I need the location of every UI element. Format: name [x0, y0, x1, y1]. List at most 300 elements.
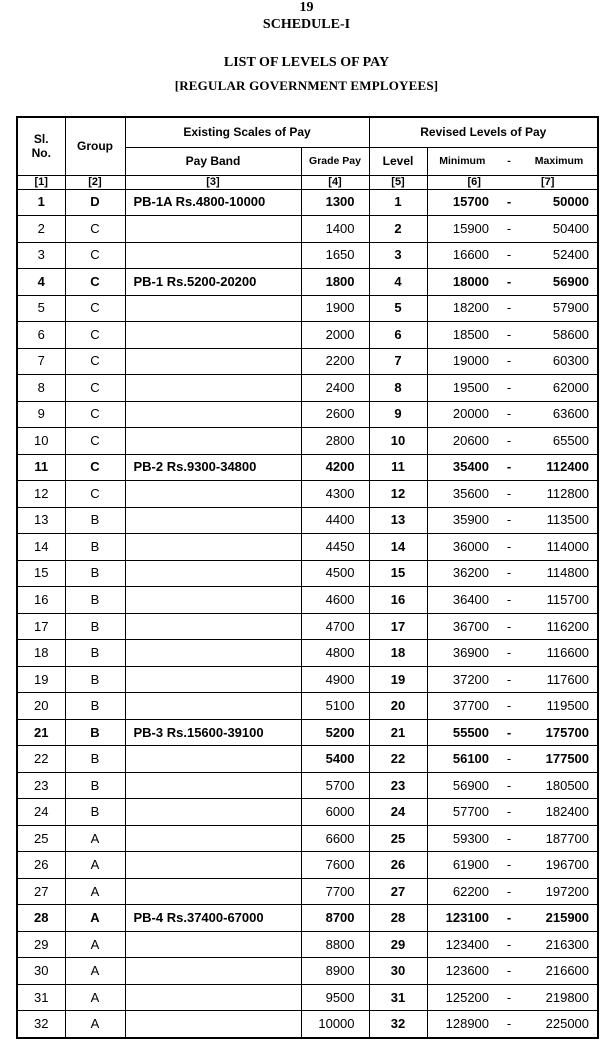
cell-dash: -	[497, 878, 521, 905]
cell-maximum: 58600	[521, 322, 598, 349]
cell-pay-band	[125, 216, 301, 243]
cell-sl-no: 11	[17, 454, 65, 481]
cell-pay-band	[125, 746, 301, 773]
cell-group: B	[65, 719, 125, 746]
cell-grade-pay: 7700	[301, 878, 369, 905]
cell-grade-pay: 4900	[301, 666, 369, 693]
cell-minimum: 59300	[427, 825, 497, 852]
cell-pay-band	[125, 931, 301, 958]
table-row	[17, 719, 598, 746]
cell-grade-pay: 4700	[301, 613, 369, 640]
schedule-title: SCHEDULE-I	[262, 17, 351, 32]
cell-sl-no: 13	[17, 507, 65, 534]
cell-grade-pay: 1800	[301, 269, 369, 296]
header-minimum: Minimum	[427, 147, 497, 175]
cell-group: C	[65, 375, 125, 402]
cell-grade-pay: 5400	[301, 746, 369, 773]
table-row	[17, 216, 598, 243]
cell-maximum: 196700	[521, 852, 598, 879]
cell-maximum: 219800	[521, 984, 598, 1011]
cell-dash: -	[497, 401, 521, 428]
table-row	[17, 931, 598, 958]
cell-minimum: 123400	[427, 931, 497, 958]
cell-dash: -	[497, 534, 521, 561]
cell-minimum: 19500	[427, 375, 497, 402]
cell-dash: -	[497, 587, 521, 614]
cell-minimum: 56100	[427, 746, 497, 773]
cell-grade-pay: 4200	[301, 454, 369, 481]
cell-pay-band	[125, 481, 301, 508]
cell-maximum: 177500	[521, 746, 598, 773]
header-maximum: Maximum	[521, 147, 598, 175]
cell-dash: -	[497, 719, 521, 746]
cell-dash: -	[497, 958, 521, 985]
cell-level: 28	[369, 905, 427, 932]
cell-pay-band: PB-1A Rs.4800-10000	[125, 189, 301, 216]
cell-grade-pay: 2800	[301, 428, 369, 455]
cell-pay-band	[125, 825, 301, 852]
cell-dash: -	[497, 1011, 521, 1038]
cell-maximum: 182400	[521, 799, 598, 826]
cell-dash: -	[497, 481, 521, 508]
cell-sl-no: 27	[17, 878, 65, 905]
table-row	[17, 269, 598, 296]
cell-minimum: 62200	[427, 878, 497, 905]
cell-dash: -	[497, 613, 521, 640]
cell-pay-band	[125, 295, 301, 322]
cell-sl-no: 2	[17, 216, 65, 243]
cell-group: D	[65, 189, 125, 216]
page-number: 19	[299, 0, 314, 15]
cell-minimum: 36400	[427, 587, 497, 614]
cell-group: B	[65, 587, 125, 614]
cell-sl-no: 24	[17, 799, 65, 826]
cell-maximum: 65500	[521, 428, 598, 455]
cell-maximum: 215900	[521, 905, 598, 932]
cell-dash: -	[497, 693, 521, 720]
cell-grade-pay: 4500	[301, 560, 369, 587]
cell-sl-no: 4	[17, 269, 65, 296]
cell-sl-no: 7	[17, 348, 65, 375]
cell-grade-pay: 1300	[301, 189, 369, 216]
table-row	[17, 905, 598, 932]
cell-sl-no: 17	[17, 613, 65, 640]
cell-group: C	[65, 454, 125, 481]
cell-dash: -	[497, 454, 521, 481]
cell-grade-pay: 8700	[301, 905, 369, 932]
cell-grade-pay: 5700	[301, 772, 369, 799]
table-row	[17, 534, 598, 561]
cell-minimum: 35400	[427, 454, 497, 481]
cell-group: B	[65, 693, 125, 720]
cell-pay-band	[125, 348, 301, 375]
table-row	[17, 640, 598, 667]
cell-dash: -	[497, 507, 521, 534]
cell-minimum: 35600	[427, 481, 497, 508]
cell-maximum: 116200	[521, 613, 598, 640]
cell-minimum: 36900	[427, 640, 497, 667]
cell-group: A	[65, 931, 125, 958]
cell-sl-no: 32	[17, 1011, 65, 1038]
cell-maximum: 112400	[521, 454, 598, 481]
cell-pay-band: PB-1 Rs.5200-20200	[125, 269, 301, 296]
cell-level: 32	[369, 1011, 427, 1038]
cell-pay-band	[125, 534, 301, 561]
cell-level: 23	[369, 772, 427, 799]
cell-maximum: 225000	[521, 1011, 598, 1038]
cell-dash: -	[497, 560, 521, 587]
cell-minimum: 16600	[427, 242, 497, 269]
cell-group: A	[65, 825, 125, 852]
cell-pay-band	[125, 878, 301, 905]
cell-maximum: 114800	[521, 560, 598, 587]
table-row	[17, 189, 598, 216]
cell-level: 11	[369, 454, 427, 481]
cell-group: C	[65, 269, 125, 296]
cell-grade-pay: 9500	[301, 984, 369, 1011]
cell-minimum: 123600	[427, 958, 497, 985]
table-row	[17, 693, 598, 720]
cell-level: 7	[369, 348, 427, 375]
table-row	[17, 322, 598, 349]
cell-minimum: 36200	[427, 560, 497, 587]
column-index-row	[17, 175, 598, 189]
cell-maximum: 216300	[521, 931, 598, 958]
cell-maximum: 116600	[521, 640, 598, 667]
cell-maximum: 63600	[521, 401, 598, 428]
cell-sl-no: 21	[17, 719, 65, 746]
cell-dash: -	[497, 375, 521, 402]
cell-dash: -	[497, 772, 521, 799]
cell-dash: -	[497, 269, 521, 296]
document-subtitle: [REGULAR GOVERNMENT EMPLOYEES]	[174, 78, 439, 93]
cell-maximum: 180500	[521, 772, 598, 799]
cell-grade-pay: 8900	[301, 958, 369, 985]
cell-group: A	[65, 984, 125, 1011]
cell-sl-no: 12	[17, 481, 65, 508]
cell-minimum: 57700	[427, 799, 497, 826]
cell-pay-band	[125, 242, 301, 269]
cell-maximum: 60300	[521, 348, 598, 375]
cell-group: A	[65, 1011, 125, 1038]
cell-pay-band	[125, 799, 301, 826]
cell-group: A	[65, 958, 125, 985]
cell-dash: -	[497, 242, 521, 269]
cell-maximum: 187700	[521, 825, 598, 852]
cell-level: 21	[369, 719, 427, 746]
table-row	[17, 984, 598, 1011]
cell-level: 5	[369, 295, 427, 322]
cell-group: A	[65, 878, 125, 905]
cell-grade-pay: 2000	[301, 322, 369, 349]
cell-pay-band	[125, 375, 301, 402]
cell-minimum: 15700	[427, 189, 497, 216]
cell-dash: -	[497, 322, 521, 349]
cell-maximum: 57900	[521, 295, 598, 322]
cell-level: 20	[369, 693, 427, 720]
table-row	[17, 746, 598, 773]
cell-minimum: 15900	[427, 216, 497, 243]
table-row	[17, 428, 598, 455]
cell-sl-no: 19	[17, 666, 65, 693]
cell-sl-no: 16	[17, 587, 65, 614]
cell-sl-no: 30	[17, 958, 65, 985]
cell-level: 15	[369, 560, 427, 587]
cell-pay-band	[125, 428, 301, 455]
cell-maximum: 113500	[521, 507, 598, 534]
cell-grade-pay: 4300	[301, 481, 369, 508]
column-index: [6] [7]	[427, 175, 598, 189]
cell-pay-band	[125, 693, 301, 720]
cell-minimum: 20000	[427, 401, 497, 428]
cell-grade-pay: 10000	[301, 1011, 369, 1038]
cell-pay-band: PB-3 Rs.15600-39100	[125, 719, 301, 746]
cell-level: 30	[369, 958, 427, 985]
table-row	[17, 587, 598, 614]
cell-group: B	[65, 746, 125, 773]
cell-group: B	[65, 560, 125, 587]
cell-dash: -	[497, 746, 521, 773]
table-row	[17, 454, 598, 481]
cell-group: B	[65, 613, 125, 640]
table-row	[17, 401, 598, 428]
cell-grade-pay: 1650	[301, 242, 369, 269]
cell-sl-no: 15	[17, 560, 65, 587]
cell-pay-band	[125, 560, 301, 587]
cell-grade-pay: 7600	[301, 852, 369, 879]
cell-minimum: 61900	[427, 852, 497, 879]
cell-maximum: 50400	[521, 216, 598, 243]
cell-minimum: 56900	[427, 772, 497, 799]
cell-dash: -	[497, 666, 521, 693]
cell-pay-band	[125, 772, 301, 799]
cell-dash: -	[497, 216, 521, 243]
cell-level: 31	[369, 984, 427, 1011]
cell-level: 3	[369, 242, 427, 269]
header-level: Level	[369, 147, 427, 175]
cell-grade-pay: 2200	[301, 348, 369, 375]
cell-pay-band	[125, 322, 301, 349]
cell-dash: -	[497, 799, 521, 826]
cell-level: 10	[369, 428, 427, 455]
cell-group: B	[65, 534, 125, 561]
cell-group: B	[65, 507, 125, 534]
table-row	[17, 825, 598, 852]
cell-maximum: 117600	[521, 666, 598, 693]
cell-sl-no: 29	[17, 931, 65, 958]
cell-minimum: 123100	[427, 905, 497, 932]
cell-pay-band	[125, 666, 301, 693]
cell-maximum: 115700	[521, 587, 598, 614]
cell-grade-pay: 4800	[301, 640, 369, 667]
cell-pay-band: PB-2 Rs.9300-34800	[125, 454, 301, 481]
cell-minimum: 18000	[427, 269, 497, 296]
cell-dash: -	[497, 348, 521, 375]
cell-minimum: 18500	[427, 322, 497, 349]
cell-level: 29	[369, 931, 427, 958]
cell-sl-no: 28	[17, 905, 65, 932]
table-row	[17, 1011, 598, 1038]
cell-pay-band	[125, 401, 301, 428]
cell-maximum: 50000	[521, 189, 598, 216]
cell-grade-pay: 2400	[301, 375, 369, 402]
cell-group: B	[65, 666, 125, 693]
table-row	[17, 375, 598, 402]
table-row	[17, 772, 598, 799]
cell-level: 26	[369, 852, 427, 879]
cell-sl-no: 22	[17, 746, 65, 773]
cell-group: B	[65, 640, 125, 667]
cell-grade-pay: 8800	[301, 931, 369, 958]
cell-sl-no: 18	[17, 640, 65, 667]
cell-level: 14	[369, 534, 427, 561]
cell-sl-no: 1	[17, 189, 65, 216]
cell-level: 16	[369, 587, 427, 614]
table-row	[17, 295, 598, 322]
cell-sl-no: 8	[17, 375, 65, 402]
cell-grade-pay: 4450	[301, 534, 369, 561]
cell-dash: -	[497, 428, 521, 455]
cell-group: C	[65, 295, 125, 322]
cell-sl-no: 31	[17, 984, 65, 1011]
table-row	[17, 481, 598, 508]
cell-pay-band: PB-4 Rs.37400-67000	[125, 905, 301, 932]
cell-level: 8	[369, 375, 427, 402]
header-revised-levels: Revised Levels of Pay	[369, 117, 598, 147]
cell-sl-no: 5	[17, 295, 65, 322]
cell-minimum: 36000	[427, 534, 497, 561]
cell-maximum: 216600	[521, 958, 598, 985]
cell-grade-pay: 4600	[301, 587, 369, 614]
cell-grade-pay: 4400	[301, 507, 369, 534]
cell-pay-band	[125, 1011, 301, 1038]
cell-level: 13	[369, 507, 427, 534]
cell-group: B	[65, 772, 125, 799]
cell-maximum: 175700	[521, 719, 598, 746]
cell-level: 19	[369, 666, 427, 693]
cell-minimum: 36700	[427, 613, 497, 640]
header-sl-no: Sl. No.	[17, 117, 65, 175]
cell-maximum: 114000	[521, 534, 598, 561]
cell-grade-pay: 6600	[301, 825, 369, 852]
cell-sl-no: 25	[17, 825, 65, 852]
cell-grade-pay: 5200	[301, 719, 369, 746]
cell-group: B	[65, 799, 125, 826]
table-row	[17, 348, 598, 375]
cell-group: C	[65, 401, 125, 428]
table-row	[17, 560, 598, 587]
cell-level: 17	[369, 613, 427, 640]
cell-pay-band	[125, 640, 301, 667]
column-index: [3]	[125, 175, 301, 189]
cell-sl-no: 10	[17, 428, 65, 455]
cell-group: C	[65, 322, 125, 349]
cell-maximum: 119500	[521, 693, 598, 720]
cell-minimum: 19000	[427, 348, 497, 375]
cell-level: 12	[369, 481, 427, 508]
cell-dash: -	[497, 189, 521, 216]
header-dash: -	[497, 147, 521, 175]
cell-dash: -	[497, 931, 521, 958]
cell-level: 6	[369, 322, 427, 349]
cell-group: C	[65, 216, 125, 243]
table-row	[17, 242, 598, 269]
cell-maximum: 112800	[521, 481, 598, 508]
cell-minimum: 20600	[427, 428, 497, 455]
table-row	[17, 852, 598, 879]
header-grade-pay: Grade Pay	[301, 147, 369, 175]
cell-group: C	[65, 348, 125, 375]
cell-level: 9	[369, 401, 427, 428]
cell-dash: -	[497, 825, 521, 852]
cell-minimum: 37700	[427, 693, 497, 720]
cell-dash: -	[497, 984, 521, 1011]
column-index: [4]	[301, 175, 369, 189]
cell-dash: -	[497, 640, 521, 667]
cell-level: 4	[369, 269, 427, 296]
cell-minimum: 37200	[427, 666, 497, 693]
pay-levels-table	[16, 116, 599, 1039]
cell-grade-pay: 5100	[301, 693, 369, 720]
cell-level: 1	[369, 189, 427, 216]
cell-dash: -	[497, 905, 521, 932]
cell-group: A	[65, 905, 125, 932]
cell-group: C	[65, 242, 125, 269]
cell-level: 2	[369, 216, 427, 243]
header-existing-scales: Existing Scales of Pay	[125, 117, 369, 147]
table-row	[17, 878, 598, 905]
cell-grade-pay: 1900	[301, 295, 369, 322]
cell-level: 27	[369, 878, 427, 905]
cell-sl-no: 14	[17, 534, 65, 561]
cell-dash: -	[497, 295, 521, 322]
cell-pay-band	[125, 587, 301, 614]
cell-pay-band	[125, 507, 301, 534]
cell-minimum: 35900	[427, 507, 497, 534]
header-group: Group	[65, 117, 125, 175]
header-pay-band: Pay Band	[125, 147, 301, 175]
column-index: [2]	[65, 175, 125, 189]
cell-maximum: 56900	[521, 269, 598, 296]
table-row	[17, 799, 598, 826]
cell-minimum: 128900	[427, 1011, 497, 1038]
table-row	[17, 666, 598, 693]
cell-grade-pay: 2600	[301, 401, 369, 428]
cell-level: 22	[369, 746, 427, 773]
cell-minimum: 18200	[427, 295, 497, 322]
cell-minimum: 125200	[427, 984, 497, 1011]
cell-minimum: 55500	[427, 719, 497, 746]
cell-sl-no: 23	[17, 772, 65, 799]
table-row	[17, 613, 598, 640]
cell-group: C	[65, 481, 125, 508]
cell-maximum: 197200	[521, 878, 598, 905]
cell-sl-no: 3	[17, 242, 65, 269]
column-index: [5]	[369, 175, 427, 189]
cell-pay-band	[125, 852, 301, 879]
cell-maximum: 62000	[521, 375, 598, 402]
cell-group: A	[65, 852, 125, 879]
cell-level: 24	[369, 799, 427, 826]
cell-grade-pay: 1400	[301, 216, 369, 243]
cell-grade-pay: 6000	[301, 799, 369, 826]
cell-pay-band	[125, 984, 301, 1011]
cell-pay-band	[125, 613, 301, 640]
cell-maximum: 52400	[521, 242, 598, 269]
cell-sl-no: 20	[17, 693, 65, 720]
column-index: [1]	[17, 175, 65, 189]
table-row	[17, 958, 598, 985]
